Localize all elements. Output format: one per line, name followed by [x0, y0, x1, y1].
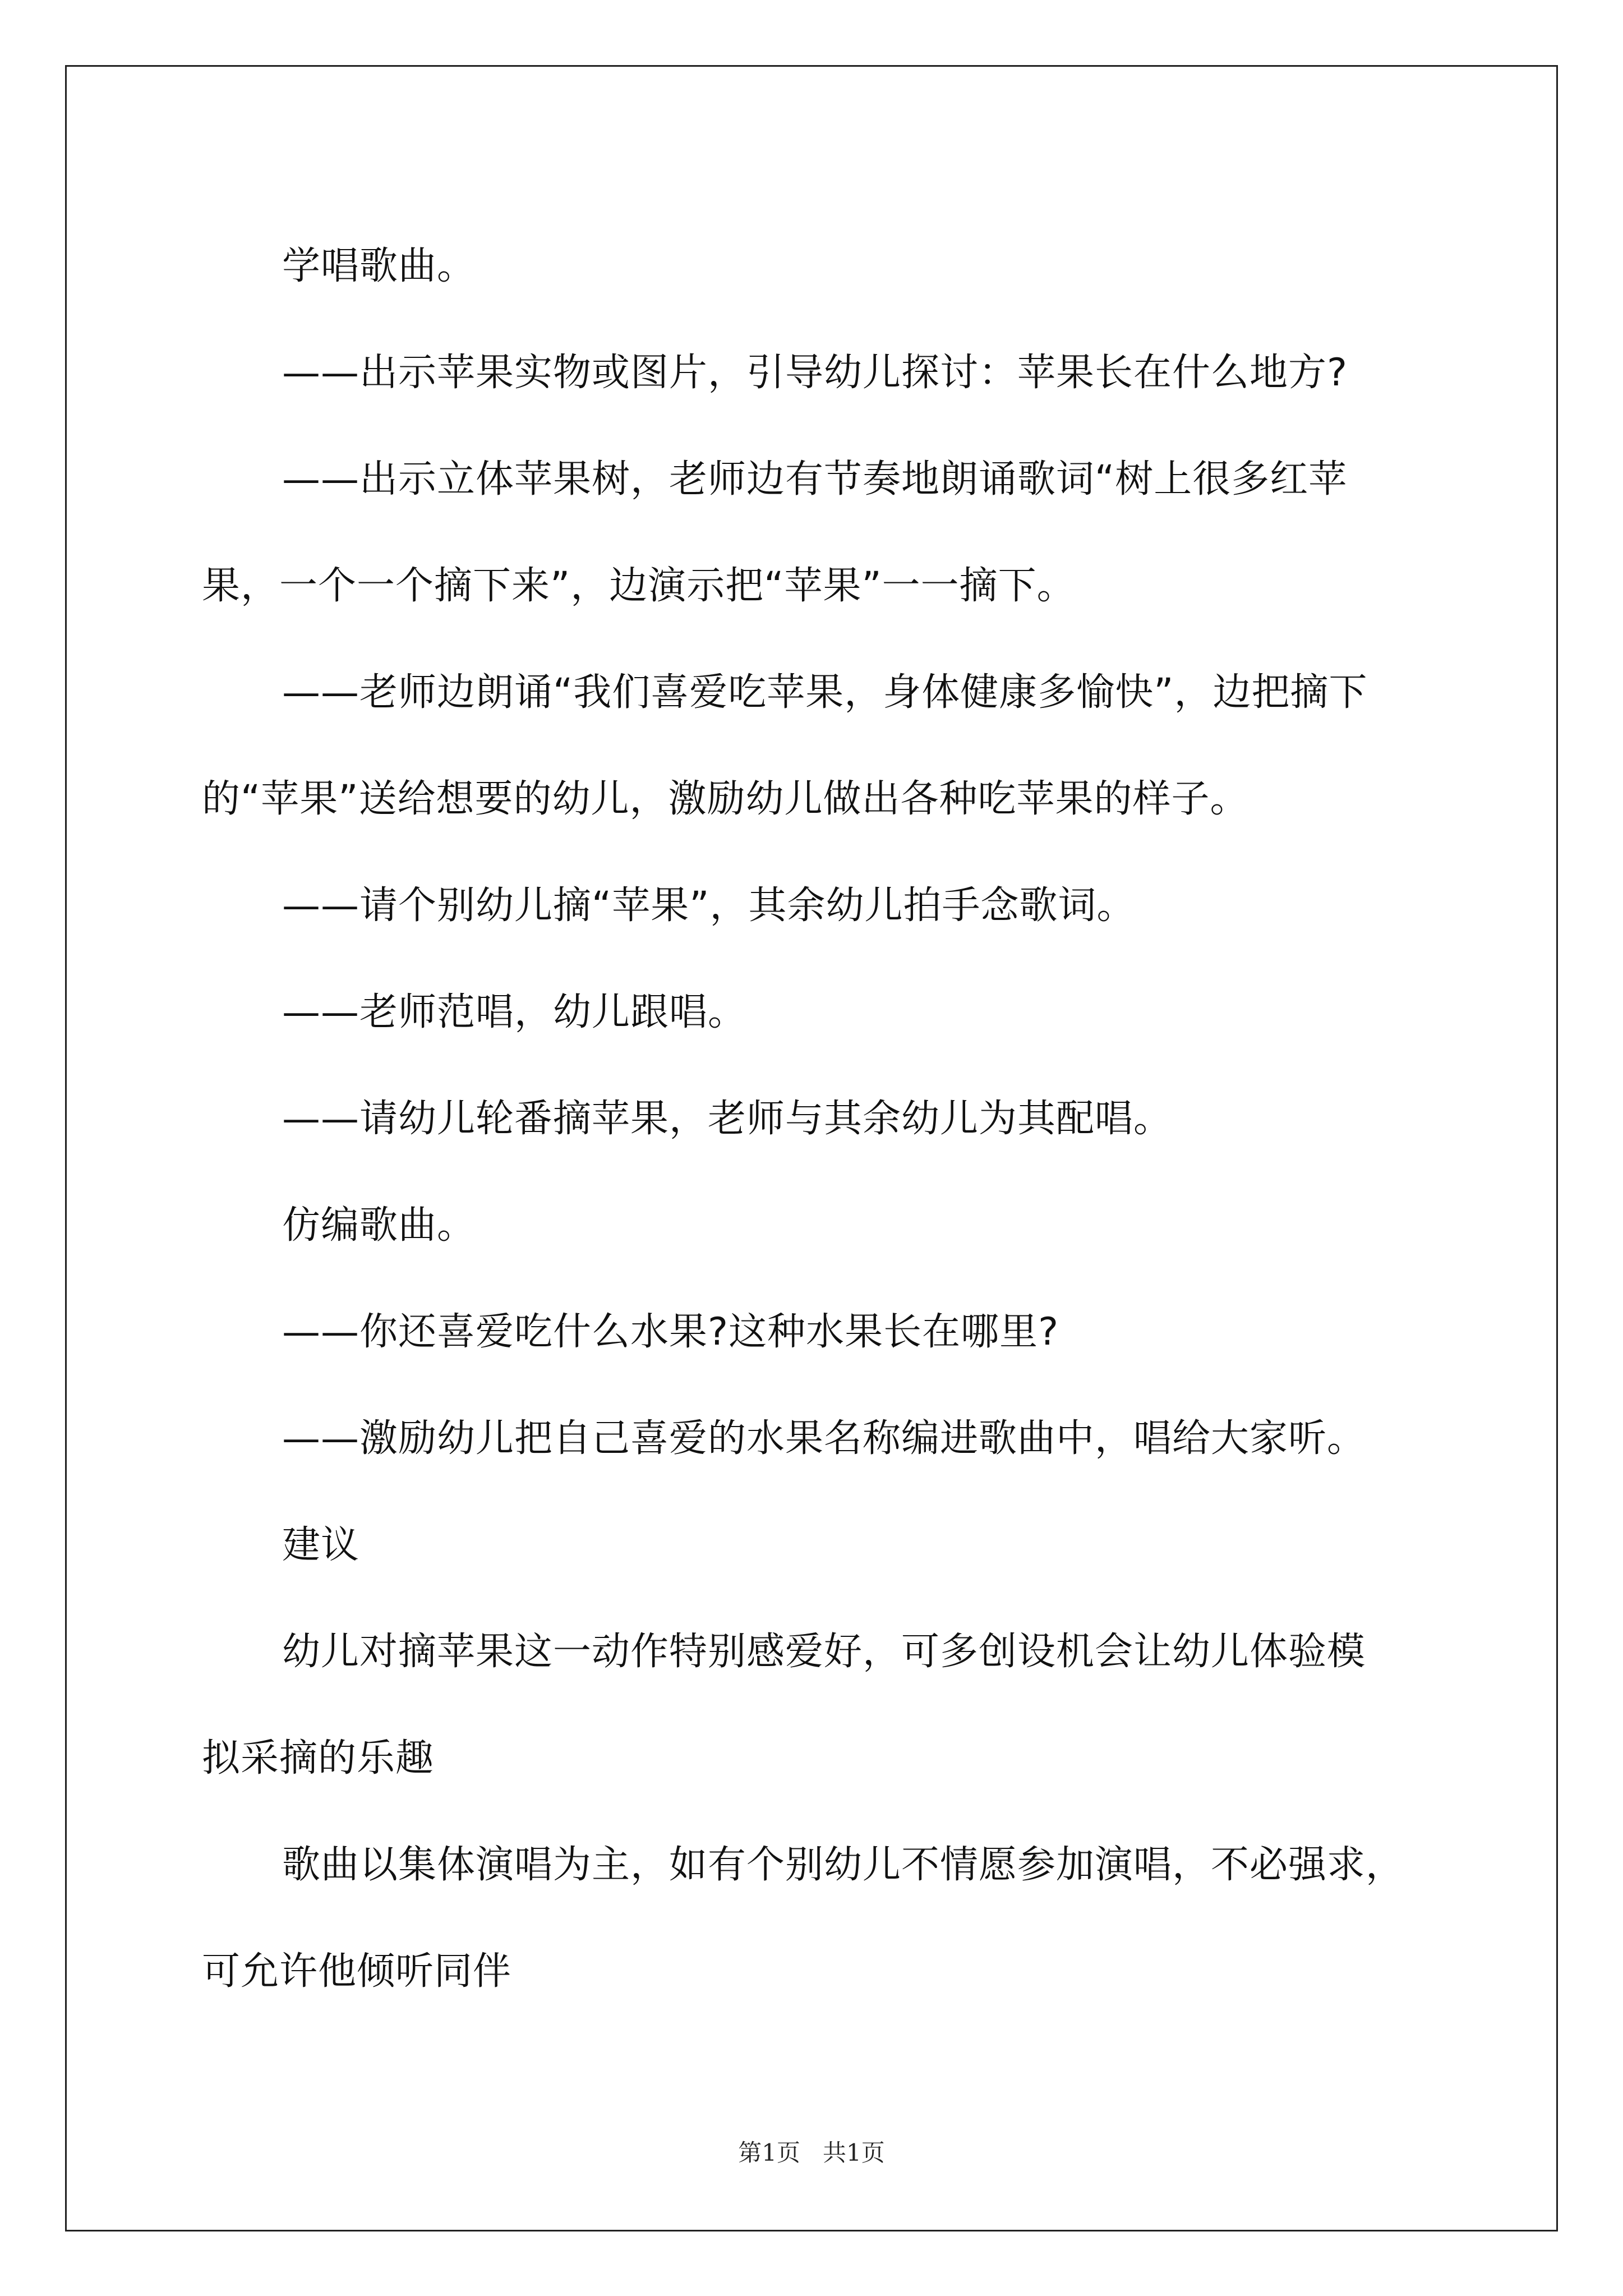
paragraph	[202, 320, 1453, 426]
paragraph	[202, 1386, 1453, 1492]
paragraph	[202, 639, 1453, 746]
text-line: 的“苹果”送给想要的幼儿，激励幼儿做出各种吃苹果的样子。	[202, 777, 1249, 821]
paragraph	[202, 1172, 1453, 1279]
text-line: 幼儿对摘苹果这一动作特别感爱好，可多创设机会让幼儿体验模	[282, 1630, 1366, 1674]
text-line: ——请个别幼儿摘“苹果”，其余幼儿拍手念歌词。	[282, 884, 1136, 928]
paragraph-continuation	[202, 746, 1453, 853]
paragraph	[202, 1599, 1453, 1705]
paragraph	[202, 213, 1453, 320]
section-heading	[202, 1492, 1453, 1599]
paragraph	[202, 1279, 1453, 1386]
paragraph-continuation	[202, 1705, 1453, 1812]
text-line: 学唱歌曲。	[282, 244, 476, 288]
text-line: ——出示苹果实物或图片，引导幼儿探讨：苹果长在什么地方?	[282, 351, 1348, 395]
paragraph	[202, 853, 1453, 959]
page-footer: 第1页 共1页	[738, 2139, 885, 2166]
text-line: 拟采摘的乐趣	[202, 1736, 435, 1780]
document-body	[202, 213, 1453, 2025]
paragraph	[202, 959, 1453, 1066]
text-line: ——老师边朗诵“我们喜爱吃苹果，身体健康多愉快”，边把摘下	[282, 670, 1368, 715]
paragraph-continuation	[202, 1918, 1453, 2025]
text-line: ——请幼儿轮番摘苹果，老师与其余幼儿为其配唱。	[282, 1097, 1173, 1141]
text-line: ——你还喜爱吃什么水果?这种水果长在哪里?	[282, 1310, 1059, 1354]
paragraph	[202, 426, 1453, 533]
text-line: ——出示立体苹果树，老师边有节奏地朗诵歌词“树上很多红苹	[282, 457, 1348, 501]
text-line: 建议	[282, 1523, 360, 1567]
paragraph-continuation	[202, 533, 1453, 639]
text-line: ——老师范唱，幼儿跟唱。	[282, 990, 747, 1034]
paragraph	[202, 1812, 1453, 1918]
paragraph	[202, 1066, 1453, 1172]
text-line: 歌曲以集体演唱为主，如有个别幼儿不情愿参加演唱，不必强求，	[282, 1843, 1405, 1887]
text-line: ——激励幼儿把自己喜爱的水果名称编进歌曲中，唱给大家听。	[282, 1416, 1366, 1461]
text-line: 仿编歌曲。	[282, 1203, 476, 1248]
text-line: 果，一个一个摘下来”，边演示把“苹果”一一摘下。	[202, 564, 1076, 608]
text-line: 可允许他倾听同伴	[202, 1949, 512, 1994]
